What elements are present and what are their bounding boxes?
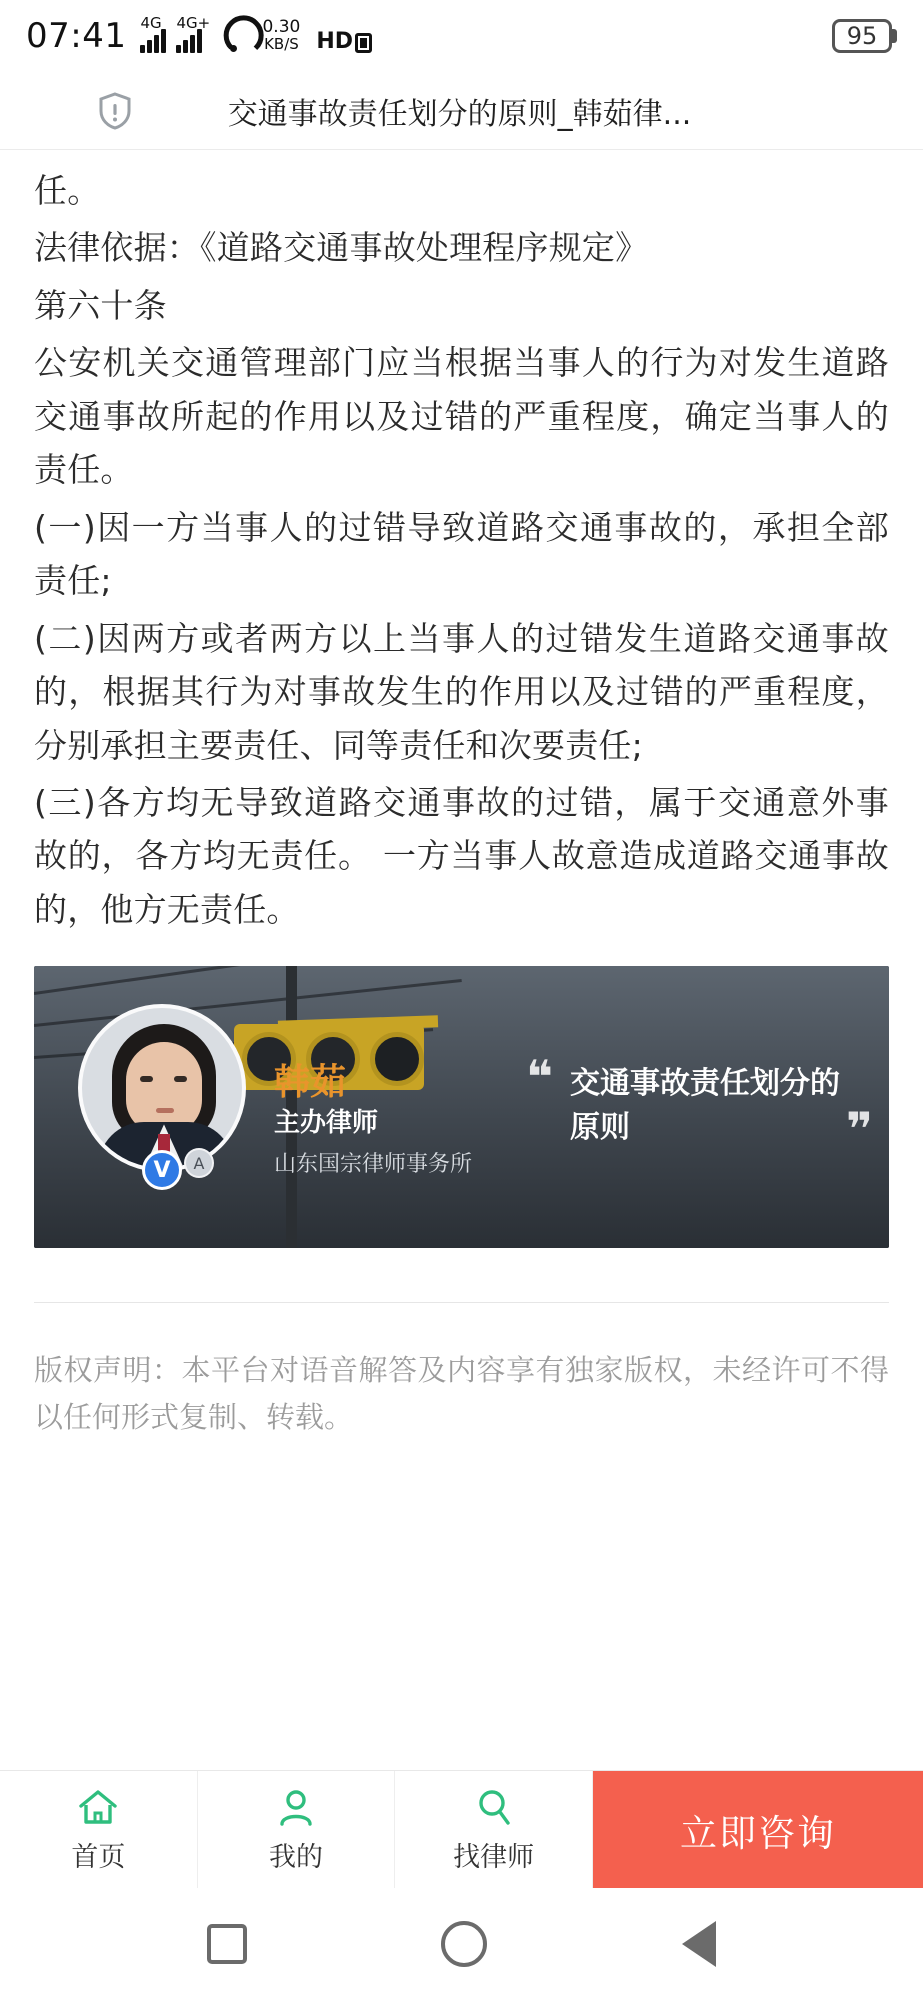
data-rate (262, 19, 300, 53)
lawyer-firm: 山东国宗律师事务所 (274, 1151, 473, 1177)
article-paragraph: (一)因一方当事人的过错导致道路交通事故的，承担全部责任; (34, 507, 889, 601)
user-icon (274, 1785, 318, 1829)
battery-indicator (832, 19, 897, 53)
tab-mine[interactable] (198, 1771, 396, 1888)
signal-1 (140, 13, 166, 53)
article-paragraph: (二)因两方或者两方以上当事人的过错发生道路交通事故的，根据其行为对事故发生的作用以及过错的严重程度，分别承担主要责任、同等责任和次要责任; (34, 618, 889, 765)
tab-mine-label: 我的 (269, 1842, 323, 1873)
lawyer-name: 韩茹 (274, 1062, 347, 1104)
divider (34, 1302, 889, 1303)
signal-2 (176, 13, 211, 53)
quote-close-icon: ❞ (846, 1102, 873, 1157)
bottom-tab-bar (0, 1770, 923, 1888)
circle-home-icon[interactable] (441, 1921, 487, 1967)
tab-home[interactable] (0, 1771, 198, 1888)
status-bar (0, 0, 923, 72)
hd-label: HD (316, 28, 354, 54)
article-paragraph: (三)各方均无导致道路交通事故的过错，属于交通意外事故的，各方均无责任。 一方当事人故意造成道路交通事故的，他方无责任。 (34, 782, 889, 929)
secondary-badge-icon: A (184, 1148, 214, 1178)
hd-box-icon (355, 33, 372, 53)
network-type-label-1: 4G (140, 13, 162, 32)
tab-find-lawyer[interactable] (395, 1771, 593, 1888)
verified-badge-icon: V (142, 1150, 182, 1190)
home-icon (76, 1785, 120, 1829)
battery-percent: 95 (832, 19, 892, 53)
copyright-notice: 版权声明：本平台对语音解答及内容享有独家版权，未经许可不得以任何形式复制、转载。 (34, 1353, 889, 1434)
article-paragraph: 第六十条 (34, 285, 167, 325)
search-icon (472, 1785, 516, 1829)
quote-open-icon: ❝ (526, 1050, 553, 1105)
network-type-label-2: 4G+ (176, 13, 211, 32)
data-rate-unit: KB/S (264, 35, 299, 54)
tab-find-lawyer-label: 找律师 (453, 1842, 535, 1873)
article-paragraph: 法律依据：《道路交通事故处理程序规定》 (34, 228, 649, 268)
square-recents-icon[interactable] (207, 1924, 247, 1964)
consult-now-button[interactable]: 立即咨询 (593, 1771, 923, 1888)
wifi-icon (218, 29, 248, 53)
app-title-bar (0, 72, 923, 150)
page-title: 交通事故责任划分的原则_韩茹律... (227, 96, 692, 132)
lawyer-info (274, 1062, 472, 1182)
hd-icon (316, 28, 372, 54)
status-icon-group (140, 13, 372, 54)
article-content (0, 150, 923, 1770)
signal-bars-icon-1 (140, 29, 166, 53)
tab-home-label: 首页 (71, 1842, 126, 1873)
signal-bars-icon-2 (176, 29, 202, 53)
battery-cap-icon (892, 29, 897, 43)
data-rate-value: 0.30 (262, 17, 301, 38)
article-paragraph: 任。 (34, 171, 101, 210)
video-title: 交通事故责任划分的原则 (570, 1066, 840, 1145)
lawyer-video-card[interactable] (34, 966, 889, 1248)
system-navigation-bar (0, 1888, 923, 2000)
shield-warning-icon (98, 92, 132, 130)
avatar (78, 1004, 246, 1172)
lawyer-role: 主办律师 (274, 1107, 379, 1138)
article-paragraph: 公安机关交通管理部门应当根据当事人的行为对发生道路交通事故所起的作用以及过错的严重程度，确定当事人的责任。 (34, 343, 889, 490)
status-time: 07:41 (26, 16, 127, 56)
avatar-portrait (82, 1008, 242, 1168)
triangle-back-icon[interactable] (682, 1921, 716, 1967)
